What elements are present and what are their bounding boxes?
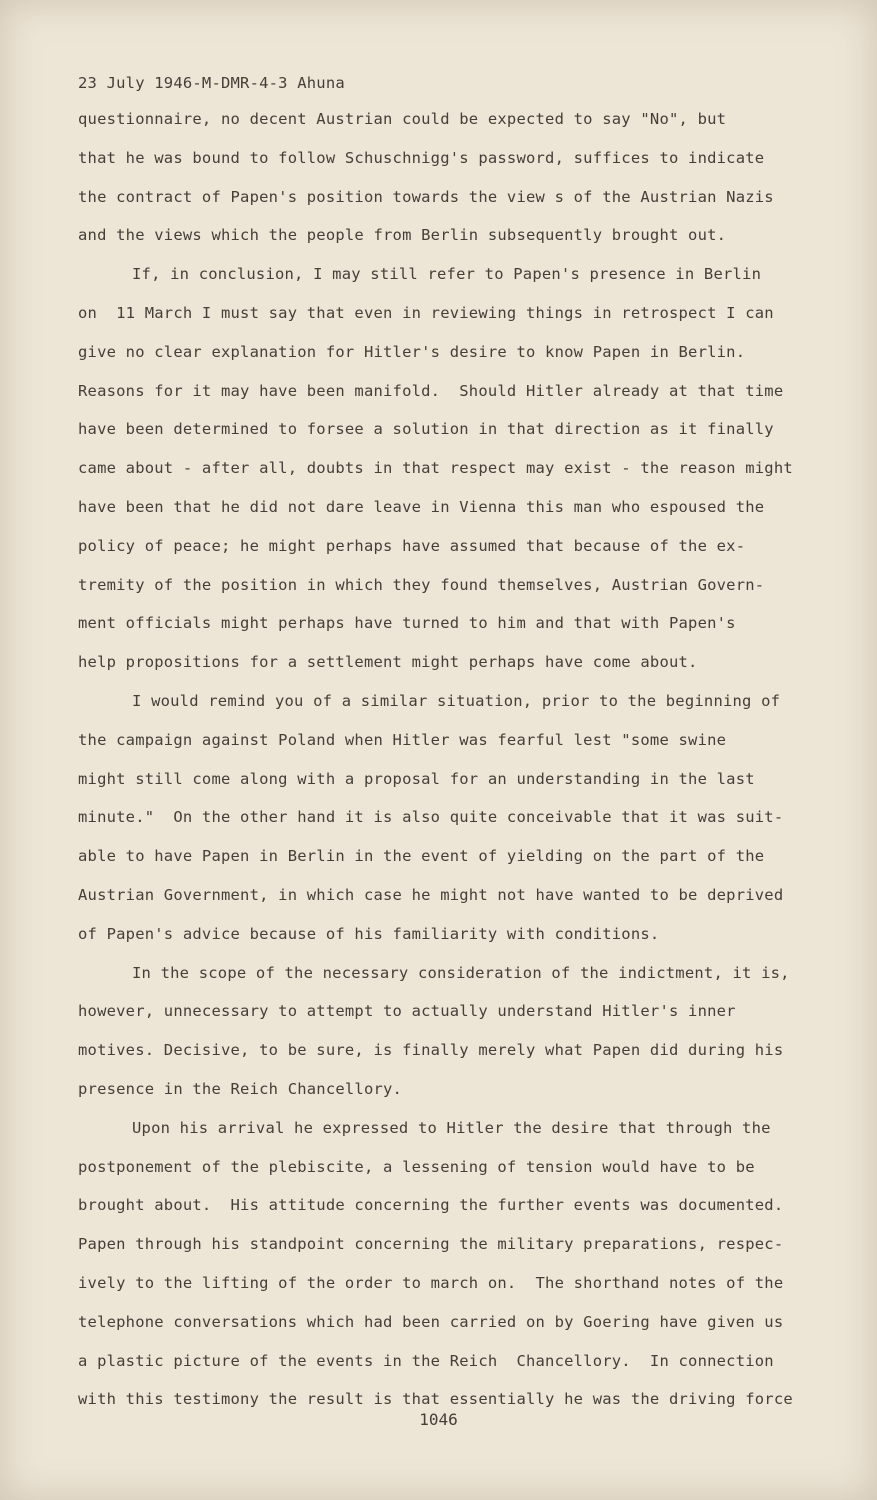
- text-line: the contract of Papen's position towards the view s of the Austrian Nazis: [78, 187, 774, 206]
- text-line: presence in the Reich Chancellory.: [78, 1079, 403, 1098]
- text-line: the campaign against Poland when Hitler was fearful lest "some swine: [78, 730, 727, 749]
- text-line: policy of peace; he might perhaps have assumed that because of the ex-: [78, 536, 746, 555]
- text-line: motives. Decisive, to be sure, is finally merely what Papen did during his: [78, 1041, 784, 1060]
- text-line: ively to the lifting of the order to march on. The shorthand notes of the: [78, 1273, 784, 1292]
- text-line: If, in conclusion, I may still refer to Papen's presence in Berlin: [132, 265, 762, 284]
- text-line: have been determined to forsee a solution in that direction as it finally: [78, 420, 774, 439]
- text-line: however, unnecessary to attempt to actually understand Hitler's inner: [78, 1002, 736, 1021]
- text-line: able to have Papen in Berlin in the event of yielding on the part of the: [78, 847, 765, 866]
- text-line: and the views which the people from Berlin subsequently brought out.: [78, 226, 727, 245]
- text-line: Austrian Government, in which case he might not have wanted to be deprived: [78, 885, 784, 904]
- text-line: questionnaire, no decent Austrian could be expected to say "No", but: [78, 110, 727, 128]
- typed-text-body: [78, 70, 808, 1425]
- text-line: minute." On the other hand it is also quite conceivable that it was suit-: [78, 808, 784, 827]
- text-line: help propositions for a settlement might perhaps have come about.: [78, 653, 698, 672]
- text-line: Reasons for it may have been manifold. Should Hitler already at that time: [78, 381, 784, 400]
- page-header: 23 July 1946-M-DMR-4-3 Ahuna: [78, 74, 345, 92]
- text-line: In the scope of the necessary consideration of the indictment, it is,: [132, 963, 790, 982]
- text-line: brought about. His attitude concerning the further events was documented.: [78, 1196, 784, 1215]
- text-line: might still come along with a proposal for an understanding in the last: [78, 769, 755, 788]
- text-line: a plastic picture of the events in the Reich Chancellory. In connection: [78, 1351, 774, 1370]
- text-line: give no clear explanation for Hitler's desire to know Papen in Berlin.: [78, 342, 746, 361]
- text-line: telephone conversations which had been carried on by Goering have given us: [78, 1312, 784, 1331]
- text-line: I would remind you of a similar situation, prior to the beginning of: [132, 691, 781, 710]
- text-line: have been that he did not dare leave in Vienna this man who espoused the: [78, 497, 765, 516]
- text-line: postponement of the plebiscite, a lessening of tension would have to be: [78, 1157, 755, 1176]
- text-line: on 11 March I must say that even in reviewing things in retrospect I can: [78, 303, 774, 322]
- text-line: with this testimony the result is that essentially he was the driving force: [78, 1390, 793, 1409]
- text-line: Papen through his standpoint concerning the military preparations, respec-: [78, 1235, 784, 1254]
- text-line: of Papen's advice because of his familiarity with conditions.: [78, 924, 660, 943]
- text-line: tremity of the position in which they found themselves, Austrian Govern-: [78, 575, 765, 594]
- text-line: Upon his arrival he expressed to Hitler the desire that through the: [132, 1118, 771, 1137]
- text-line: ment officials might perhaps have turned to him and that with Papen's: [78, 614, 736, 633]
- text-line: that he was bound to follow Schuschnigg's password, suffices to indicate: [78, 148, 765, 167]
- text-line: came about - after all, doubts in that respect may exist - the reason might: [78, 459, 793, 478]
- page-number: 1046: [419, 1410, 458, 1429]
